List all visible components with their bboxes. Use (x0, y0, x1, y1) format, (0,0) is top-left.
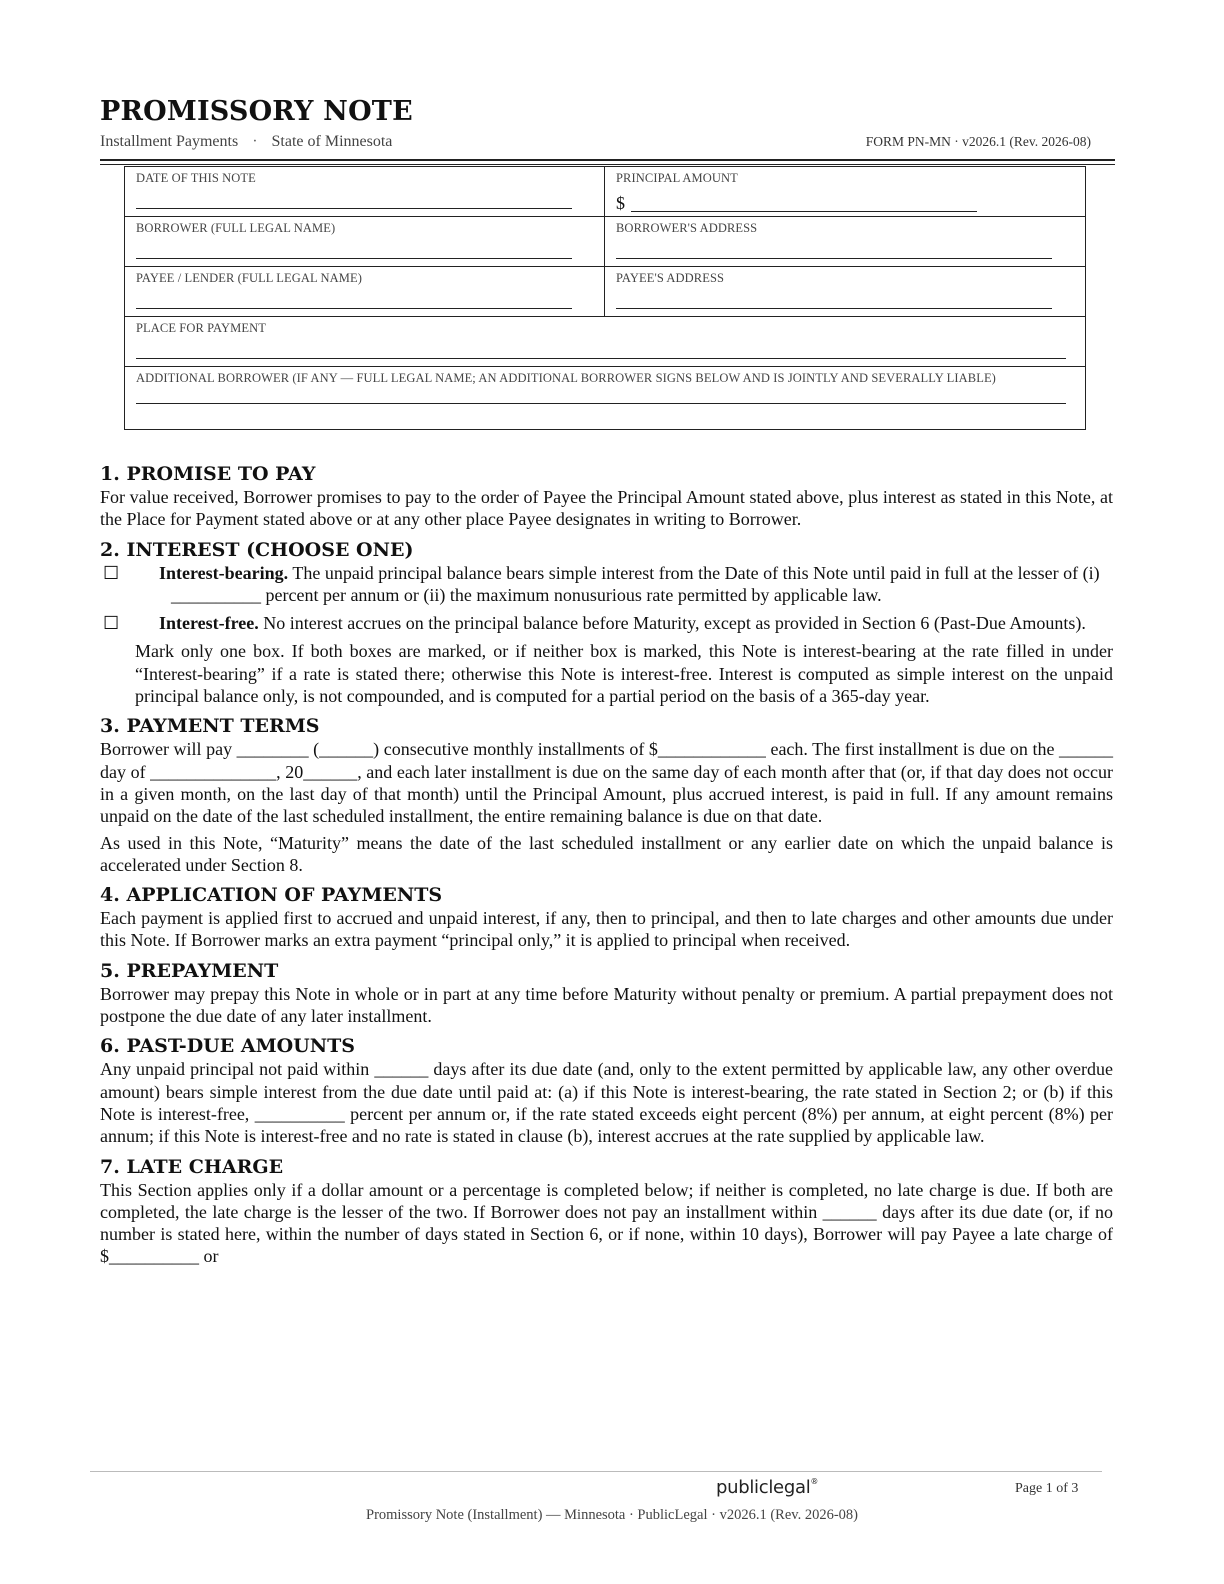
option-label: Interest-bearing. (159, 562, 289, 583)
section-heading: 5. PREPAYMENT (100, 959, 279, 982)
section-heading: 2. INTEREST (CHOOSE ONE) (100, 538, 414, 561)
header-subrow (100, 133, 1113, 151)
section-heading: 6. PAST-DUE AMOUNTS (100, 1035, 355, 1058)
payee-field-label: PAYEE / LENDER (FULL LEGAL NAME) (136, 271, 362, 285)
fields-row-additional-borrower (125, 367, 1086, 430)
section-application-of-payments (100, 883, 1113, 952)
note-body (100, 462, 1113, 1275)
principal-field[interactable] (605, 167, 1086, 217)
page-number: Page 1 of 3 (1015, 1481, 1079, 1496)
brand-name: publiclegal (716, 1477, 811, 1498)
date-field-label: DATE OF THIS NOTE (136, 171, 256, 185)
additional-borrower-field[interactable] (125, 367, 1086, 430)
subtitle-separator: · (252, 133, 258, 150)
option-text: The unpaid principal balance bears simple interest from the Date of this Note until paid in full at the lesser of (i) __________ percent per annum or (ii) the maximum nonusurious rate permitted by applicable law. (171, 562, 1100, 605)
document-title: PROMISSORY NOTE (100, 96, 413, 127)
header-rule (100, 159, 1115, 165)
principal-blank[interactable] (616, 192, 1074, 212)
subtitle-payment-type: Installment Payments (100, 133, 239, 150)
party-fields-table (124, 166, 1086, 430)
principal-field-label: PRINCIPAL AMOUNT (616, 171, 738, 185)
payee-field[interactable] (125, 267, 605, 317)
borrower-field[interactable] (125, 217, 605, 267)
section-text: Borrower will pay ________ (______) consecutive monthly installments of $____________ each. The first installment is due on the ______ day of ______________, 20______, and each later installment is due on the same day of each month after that (or, if that day does not occur in a given month, on the last day of that month) until the Principal Amount, plus accrued interest, is paid in full. If any amount remains unpaid on the date of the last scheduled installment, the entire remaining balance is due on that date. (100, 739, 1113, 827)
payee-address-field[interactable] (605, 267, 1086, 317)
borrower-field-label: BORROWER (FULL LEGAL NAME) (136, 221, 336, 235)
borrower-address-label: BORROWER'S ADDRESS (616, 221, 758, 235)
section-late-charge (100, 1155, 1113, 1268)
footer-line: Promissory Note (Installment) — Minnesota · PublicLegal · v2026.1 (Rev. 2026-08) (366, 1507, 858, 1523)
section-heading: 1. PROMISE TO PAY (100, 463, 316, 485)
section-text: For value received, Borrower promises to pay to the order of Payee the Principal Amount stated above, plus interest as stated in this Note, at the Place for Payment stated above or at any other place Payee designates in writing to Borrower. (100, 487, 1113, 530)
option-label: Interest-free. (159, 613, 259, 634)
document-subtitle (100, 133, 392, 151)
payee-address-label: PAYEE'S ADDRESS (616, 271, 725, 285)
principal-blank-line[interactable] (631, 197, 977, 212)
dollar-sign: $ (616, 193, 625, 213)
section-payment-terms (100, 714, 1113, 876)
option-interest-free (103, 612, 1113, 634)
section-text: This Section applies only if a dollar amount or a percentage is completed below; if neither is completed, no late charge is due. If both are completed, the late charge is the lesser of the two. If Borrower does not pay an installment within ______ days after its due date (or, if no number is stated here, within the number of days stated in Section 6, or if none, within 10 days), Borrower will pay Payee a late charge of $__________ or (100, 1179, 1113, 1267)
date-field[interactable] (125, 167, 605, 217)
option-interest-bearing (103, 562, 1113, 607)
fields-row-place (125, 317, 1086, 367)
borrower-blank-line[interactable] (136, 258, 572, 259)
section-text: Borrower may prepay this Note in whole or in part at any time before Maturity without penalty or premium. A partial prepayment does not postpone the due date of any later installment. (100, 983, 1113, 1027)
fields-row-payee (125, 267, 1086, 317)
section-heading: 7. LATE CHARGE (100, 1155, 284, 1178)
interest-instructions: Mark only one box. If both boxes are marked, or if neither box is marked, this Note is interest-bearing at the rate filled in under “Interest-bearing” if a rate is stated there; otherwise this Note is interest-free. Interest is computed as simple interest on the unpaid principal balance only, is not compounded, and is computed for a partial period on the basis of a 365-day year. (135, 641, 1113, 707)
date-blank-line[interactable] (136, 208, 572, 209)
borrower-address-field[interactable] (605, 217, 1086, 267)
section-text: Each payment is applied first to accrued and unpaid interest, if any, then to principal, and then to late charges and other amounts due under this Note. If Borrower marks an extra payment “principal only,” it is applied to principal when received. (100, 908, 1113, 951)
section-heading: 3. PAYMENT TERMS (100, 715, 320, 738)
place-field[interactable] (125, 317, 1086, 367)
maturity-definition: As used in this Note, “Maturity” means the date of the last scheduled installment or any earlier date on which the unpaid balance is accelerated under Section 8. (100, 832, 1113, 875)
section-heading: 4. APPLICATION OF PAYMENTS (100, 884, 443, 907)
fields-row-date-principal (125, 167, 1086, 217)
footer-rule (90, 1471, 1102, 1472)
section-promise-to-pay (100, 462, 1113, 531)
payee-blank-line[interactable] (136, 308, 572, 309)
section-text: Any unpaid principal not paid within ______ days after its due date (and, only to the extent permitted by applicable law, any other overdue amount) bears simple interest from the due date until paid at: (a) if this Note is interest-bearing, the rate stated in Section 2; or (b) if this Note is interest-free, __________ percent per annum or, if the rate stated exceeds eight percent (8%) per annum, at eight percent (8%) per annum; if this Note is interest-free and no rate is stated in clause (b), interest accrues at the rate supplied by applicable law. (100, 1059, 1113, 1147)
borrower-address-blank-line[interactable] (616, 258, 1052, 259)
subtitle-state: State of Minnesota (271, 133, 393, 150)
document-header (100, 95, 1113, 151)
section-prepayment (100, 959, 1113, 1028)
place-blank-line[interactable] (136, 358, 1066, 359)
payee-address-blank-line[interactable] (616, 308, 1052, 309)
form-identifier: FORM PN-MN · v2026.1 (Rev. 2026-08) (865, 134, 1091, 149)
publiclegal-logo: publiclegal® (716, 1477, 819, 1498)
fields-row-borrower (125, 217, 1086, 267)
place-field-label: PLACE FOR PAYMENT (136, 321, 266, 335)
interest-bearing-checkbox[interactable]: ☐ (103, 562, 120, 583)
additional-borrower-label: ADDITIONAL BORROWER (IF ANY — FULL LEGAL NAME; AN ADDITIONAL BORROWER SIGNS BELOW AND IS JOINTLY AND SEVERALLY LIABLE) (136, 371, 996, 385)
interest-free-checkbox[interactable]: ☐ (103, 613, 120, 634)
additional-borrower-blank-line[interactable] (136, 403, 1066, 404)
section-past-due-amounts (100, 1034, 1113, 1147)
section-interest (100, 538, 1113, 708)
option-text: No interest accrues on the principal balance before Maturity, except as provided in Section 6 (Past-Due Amounts). (258, 613, 1086, 634)
